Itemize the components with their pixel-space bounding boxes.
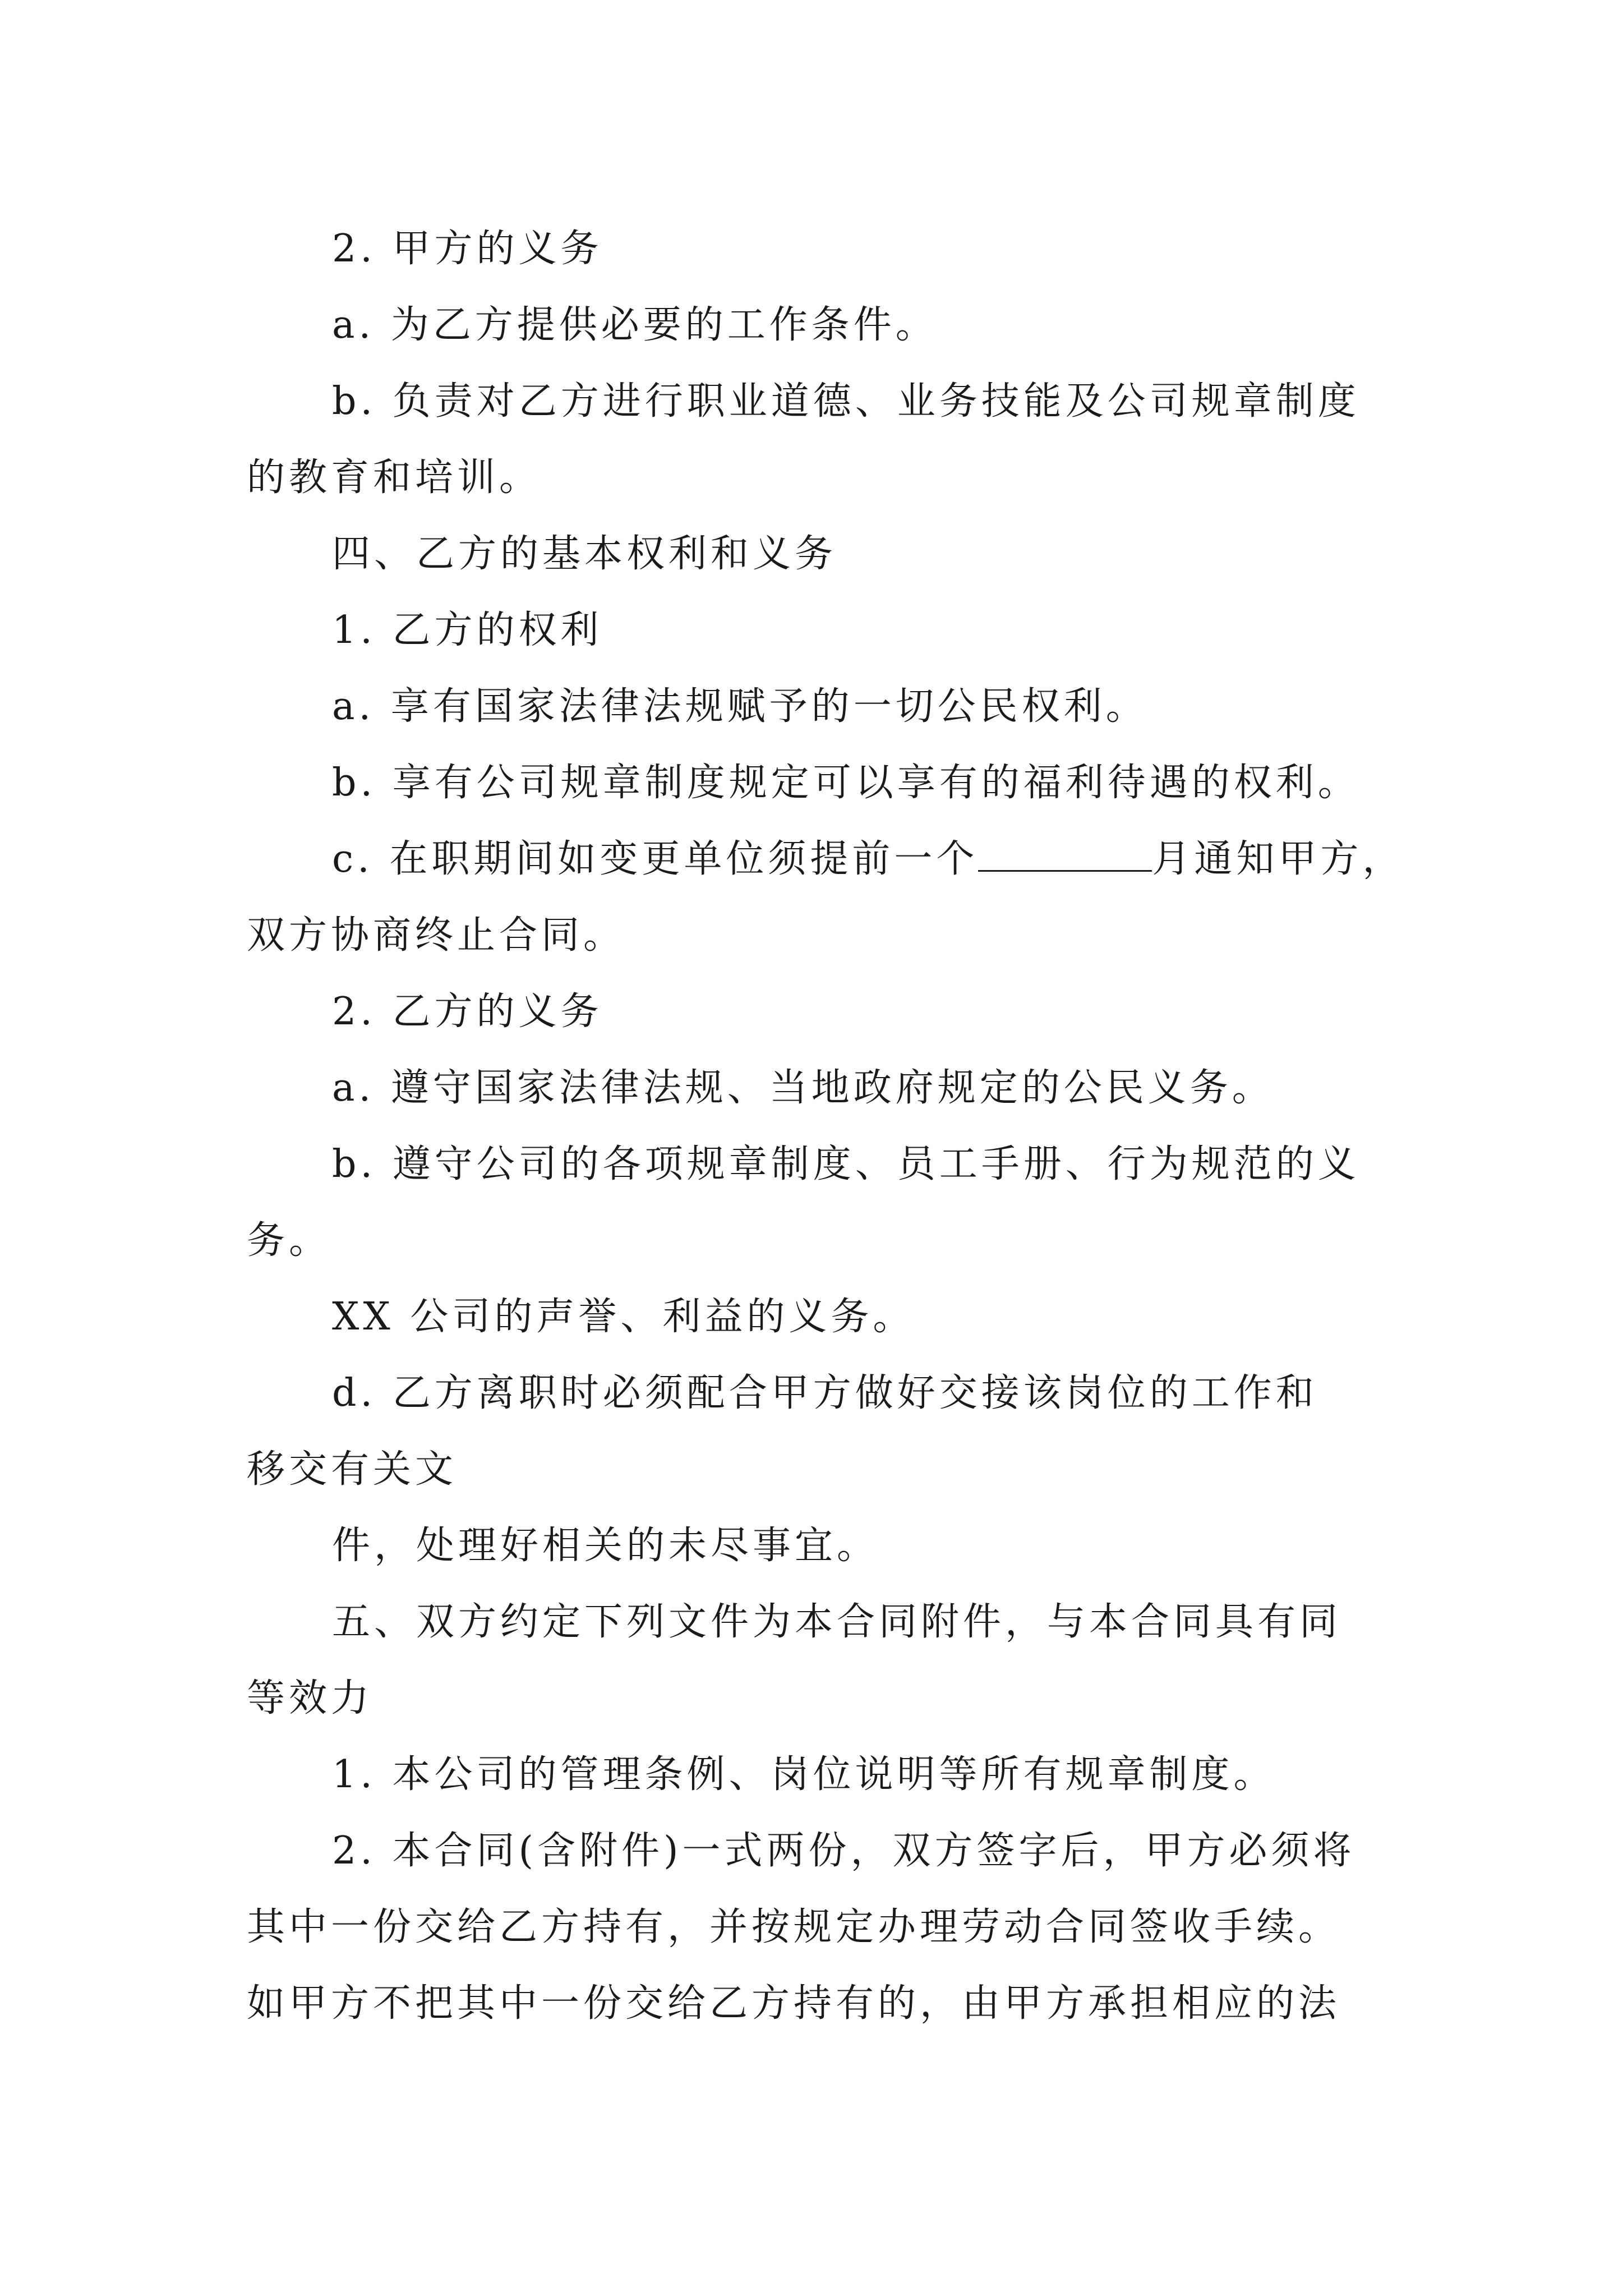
paragraph-line: 2. 甲方的义务 xyxy=(332,227,603,271)
paragraph-line: XX 公司的声誉、利益的义务。 xyxy=(332,1295,915,1339)
paragraph-line: 双方协商终止合同。 xyxy=(247,913,626,958)
paragraph-line: a. 遵守国家法律法规、当地政府规定的公民义务。 xyxy=(332,1066,1274,1110)
paragraph-line: 如甲方不把其中一份交给乙方持有的，由甲方承担相应的法 xyxy=(247,1981,1341,2026)
paragraph-line: 2. 乙方的义务 xyxy=(332,990,603,1034)
paragraph-line: b. 负责对乙方进行职业道德、业务技能及公司规章制度 xyxy=(332,379,1360,424)
paragraph-line: 的教育和培训。 xyxy=(247,455,542,500)
paragraph-line: b. 遵守公司的各项规章制度、员工手册、行为规范的义 xyxy=(332,1142,1360,1186)
fill-in-blank xyxy=(978,841,1152,872)
paragraph-line: a. 享有国家法律法规赋予的一切公民权利。 xyxy=(332,684,1148,729)
paragraph-text: 月通知甲方， xyxy=(1152,837,1405,881)
section-heading: 五、双方约定下列文件为本合同附件，与本合同具有同 xyxy=(332,1600,1342,1644)
paragraph-line-with-blank xyxy=(247,821,1405,898)
paragraph-line: d. 乙方离职时必须配合甲方做好交接该岗位的工作和 xyxy=(332,1371,1318,1415)
document-body xyxy=(247,211,1405,2042)
paragraph-line: a. 为乙方提供必要的工作条件。 xyxy=(332,303,938,347)
paragraph-text: c. 在职期间如变更单位须提前一个 xyxy=(332,837,979,881)
paragraph-line: 1. 本公司的管理条例、岗位说明等所有规章制度。 xyxy=(332,1752,1276,1797)
paragraph-line: b. 享有公司规章制度规定可以享有的福利待遇的权利。 xyxy=(332,761,1360,805)
paragraph-line: 2. 本合同(含附件)一式两份，双方签字后，甲方必须将 xyxy=(332,1829,1355,1873)
paragraph-line: 务。 xyxy=(247,1218,331,1263)
paragraph-line: 件，处理好相关的未尽事宜。 xyxy=(332,1524,879,1568)
paragraph-line: 1. 乙方的权利 xyxy=(332,608,603,652)
section-heading: 四、乙方的基本权利和义务 xyxy=(332,532,837,576)
paragraph-line: 等效力 xyxy=(247,1676,374,1720)
paragraph-line: 移交有关文 xyxy=(247,1447,458,1492)
paragraph-line: 其中一份交给乙方持有，并按规定办理劳动合同签收手续。 xyxy=(247,1905,1341,1949)
